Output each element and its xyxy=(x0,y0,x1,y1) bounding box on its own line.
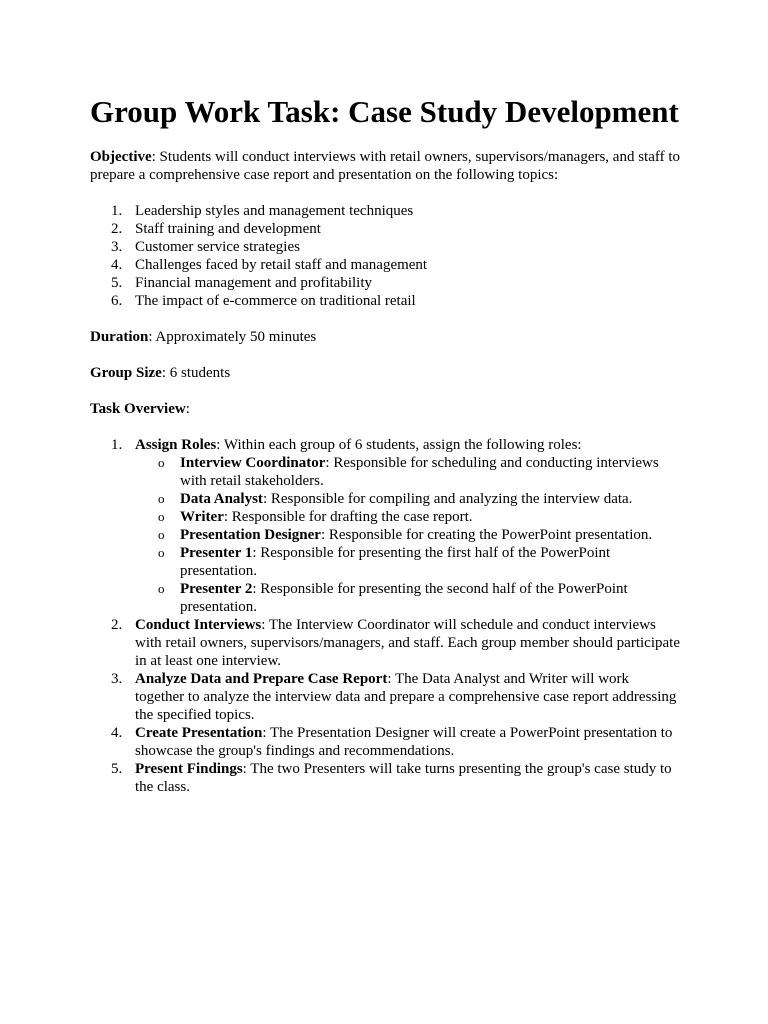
list-item xyxy=(90,292,680,310)
role-label: Interview Coordinator xyxy=(180,455,326,471)
list-number: 1. xyxy=(111,203,123,219)
list-number: 2. xyxy=(111,221,123,237)
role-label: Presenter 1 xyxy=(180,545,253,561)
roles-list xyxy=(135,454,680,616)
task-text: : The Interview Coordinator will schedule and conduct interviews with retail owners, supervisors/managers, and staff. Each group member should participate in at least one interview. xyxy=(135,617,680,669)
role-item xyxy=(135,580,680,616)
task-label: Conduct Interviews xyxy=(135,617,262,633)
task-item-conduct-interviews xyxy=(90,616,680,670)
task-label: Analyze Data and Prepare Case Report xyxy=(135,671,388,687)
task-item-create-presentation xyxy=(90,724,680,760)
list-item xyxy=(90,256,680,274)
list-item xyxy=(90,220,680,238)
task-text: : The Presentation Designer will create a PowerPoint presentation to showcase the group's findings and recommendations. xyxy=(135,725,673,759)
list-number: 6. xyxy=(111,293,123,309)
role-text: : Responsible for presenting the first half of the PowerPoint presentation. xyxy=(180,545,611,579)
topics-list xyxy=(90,202,680,310)
topic-text: Financial management and profitability xyxy=(135,275,373,291)
list-number: 2. xyxy=(111,617,123,633)
role-text: : Responsible for scheduling and conducting interviews with retail stakeholders. xyxy=(180,455,659,489)
list-number: 4. xyxy=(111,725,123,741)
list-number: 3. xyxy=(111,671,123,687)
role-item xyxy=(135,490,680,508)
circle-bullet-icon: o xyxy=(158,545,165,560)
task-label: Create Presentation xyxy=(135,725,263,741)
circle-bullet-icon: o xyxy=(158,527,165,542)
role-label: Writer xyxy=(180,509,224,525)
circle-bullet-icon: o xyxy=(158,491,165,506)
role-item xyxy=(135,454,680,490)
tasks-list xyxy=(90,436,680,796)
list-item xyxy=(90,238,680,256)
role-item xyxy=(135,508,680,526)
role-item xyxy=(135,544,680,580)
objective-label: Objective xyxy=(90,149,152,165)
topic-text: Challenges faced by retail staff and management xyxy=(135,257,428,273)
role-text: : Responsible for compiling and analyzing the interview data. xyxy=(262,491,633,507)
role-text: : Responsible for creating the PowerPoint presentation. xyxy=(320,527,653,543)
topic-text: The impact of e-commerce on traditional retail xyxy=(135,293,416,309)
duration-paragraph xyxy=(90,328,680,346)
group-size-paragraph xyxy=(90,364,680,382)
task-overview-colon: : xyxy=(185,401,190,417)
task-text: : The Data Analyst and Writer will work together to analyze the interview data and prepare a comprehensive case report addressing the specified topics. xyxy=(135,671,677,723)
task-label: Present Findings xyxy=(135,761,243,777)
list-item xyxy=(90,202,680,220)
objective-text: : Students will conduct interviews with retail owners, supervisors/managers, and staff to prepare a comprehensive case report and presentation on the following topics: xyxy=(90,149,681,183)
duration-label: Duration xyxy=(90,329,149,345)
circle-bullet-icon: o xyxy=(158,581,165,596)
circle-bullet-icon: o xyxy=(158,455,165,470)
group-size-label: Group Size xyxy=(90,365,162,381)
role-label: Presenter 2 xyxy=(180,581,253,597)
list-item xyxy=(90,274,680,292)
task-text: : The two Presenters will take turns presenting the group's case study to the class. xyxy=(135,761,672,795)
list-number: 3. xyxy=(111,239,123,255)
circle-bullet-icon: o xyxy=(158,509,165,524)
list-number: 5. xyxy=(111,275,123,291)
objective-paragraph xyxy=(90,148,680,184)
task-text: : Within each group of 6 students, assign the following roles: xyxy=(216,437,582,453)
list-number: 4. xyxy=(111,257,123,273)
topic-text: Customer service strategies xyxy=(135,239,300,255)
list-number: 5. xyxy=(111,761,123,777)
role-text: : Responsible for drafting the case report. xyxy=(223,509,473,525)
document-title: Group Work Task: Case Study Development xyxy=(90,94,679,129)
role-label: Data Analyst xyxy=(180,491,263,507)
task-overview-label: Task Overview xyxy=(90,401,186,417)
task-item-assign-roles xyxy=(90,436,680,616)
topic-text: Staff training and development xyxy=(135,221,321,237)
group-size-text: : 6 students xyxy=(161,365,231,381)
document-page xyxy=(90,93,680,814)
role-item xyxy=(135,526,680,544)
role-label: Presentation Designer xyxy=(180,527,321,543)
list-number: 1. xyxy=(111,437,123,453)
topic-text: Leadership styles and management techniques xyxy=(135,203,414,219)
task-item-analyze-data xyxy=(90,670,680,724)
task-overview-heading xyxy=(90,400,680,418)
role-text: : Responsible for presenting the second half of the PowerPoint presentation. xyxy=(180,581,628,615)
task-item-present-findings xyxy=(90,760,680,796)
task-label: Assign Roles xyxy=(135,437,217,453)
duration-text: : Approximately 50 minutes xyxy=(148,329,317,345)
